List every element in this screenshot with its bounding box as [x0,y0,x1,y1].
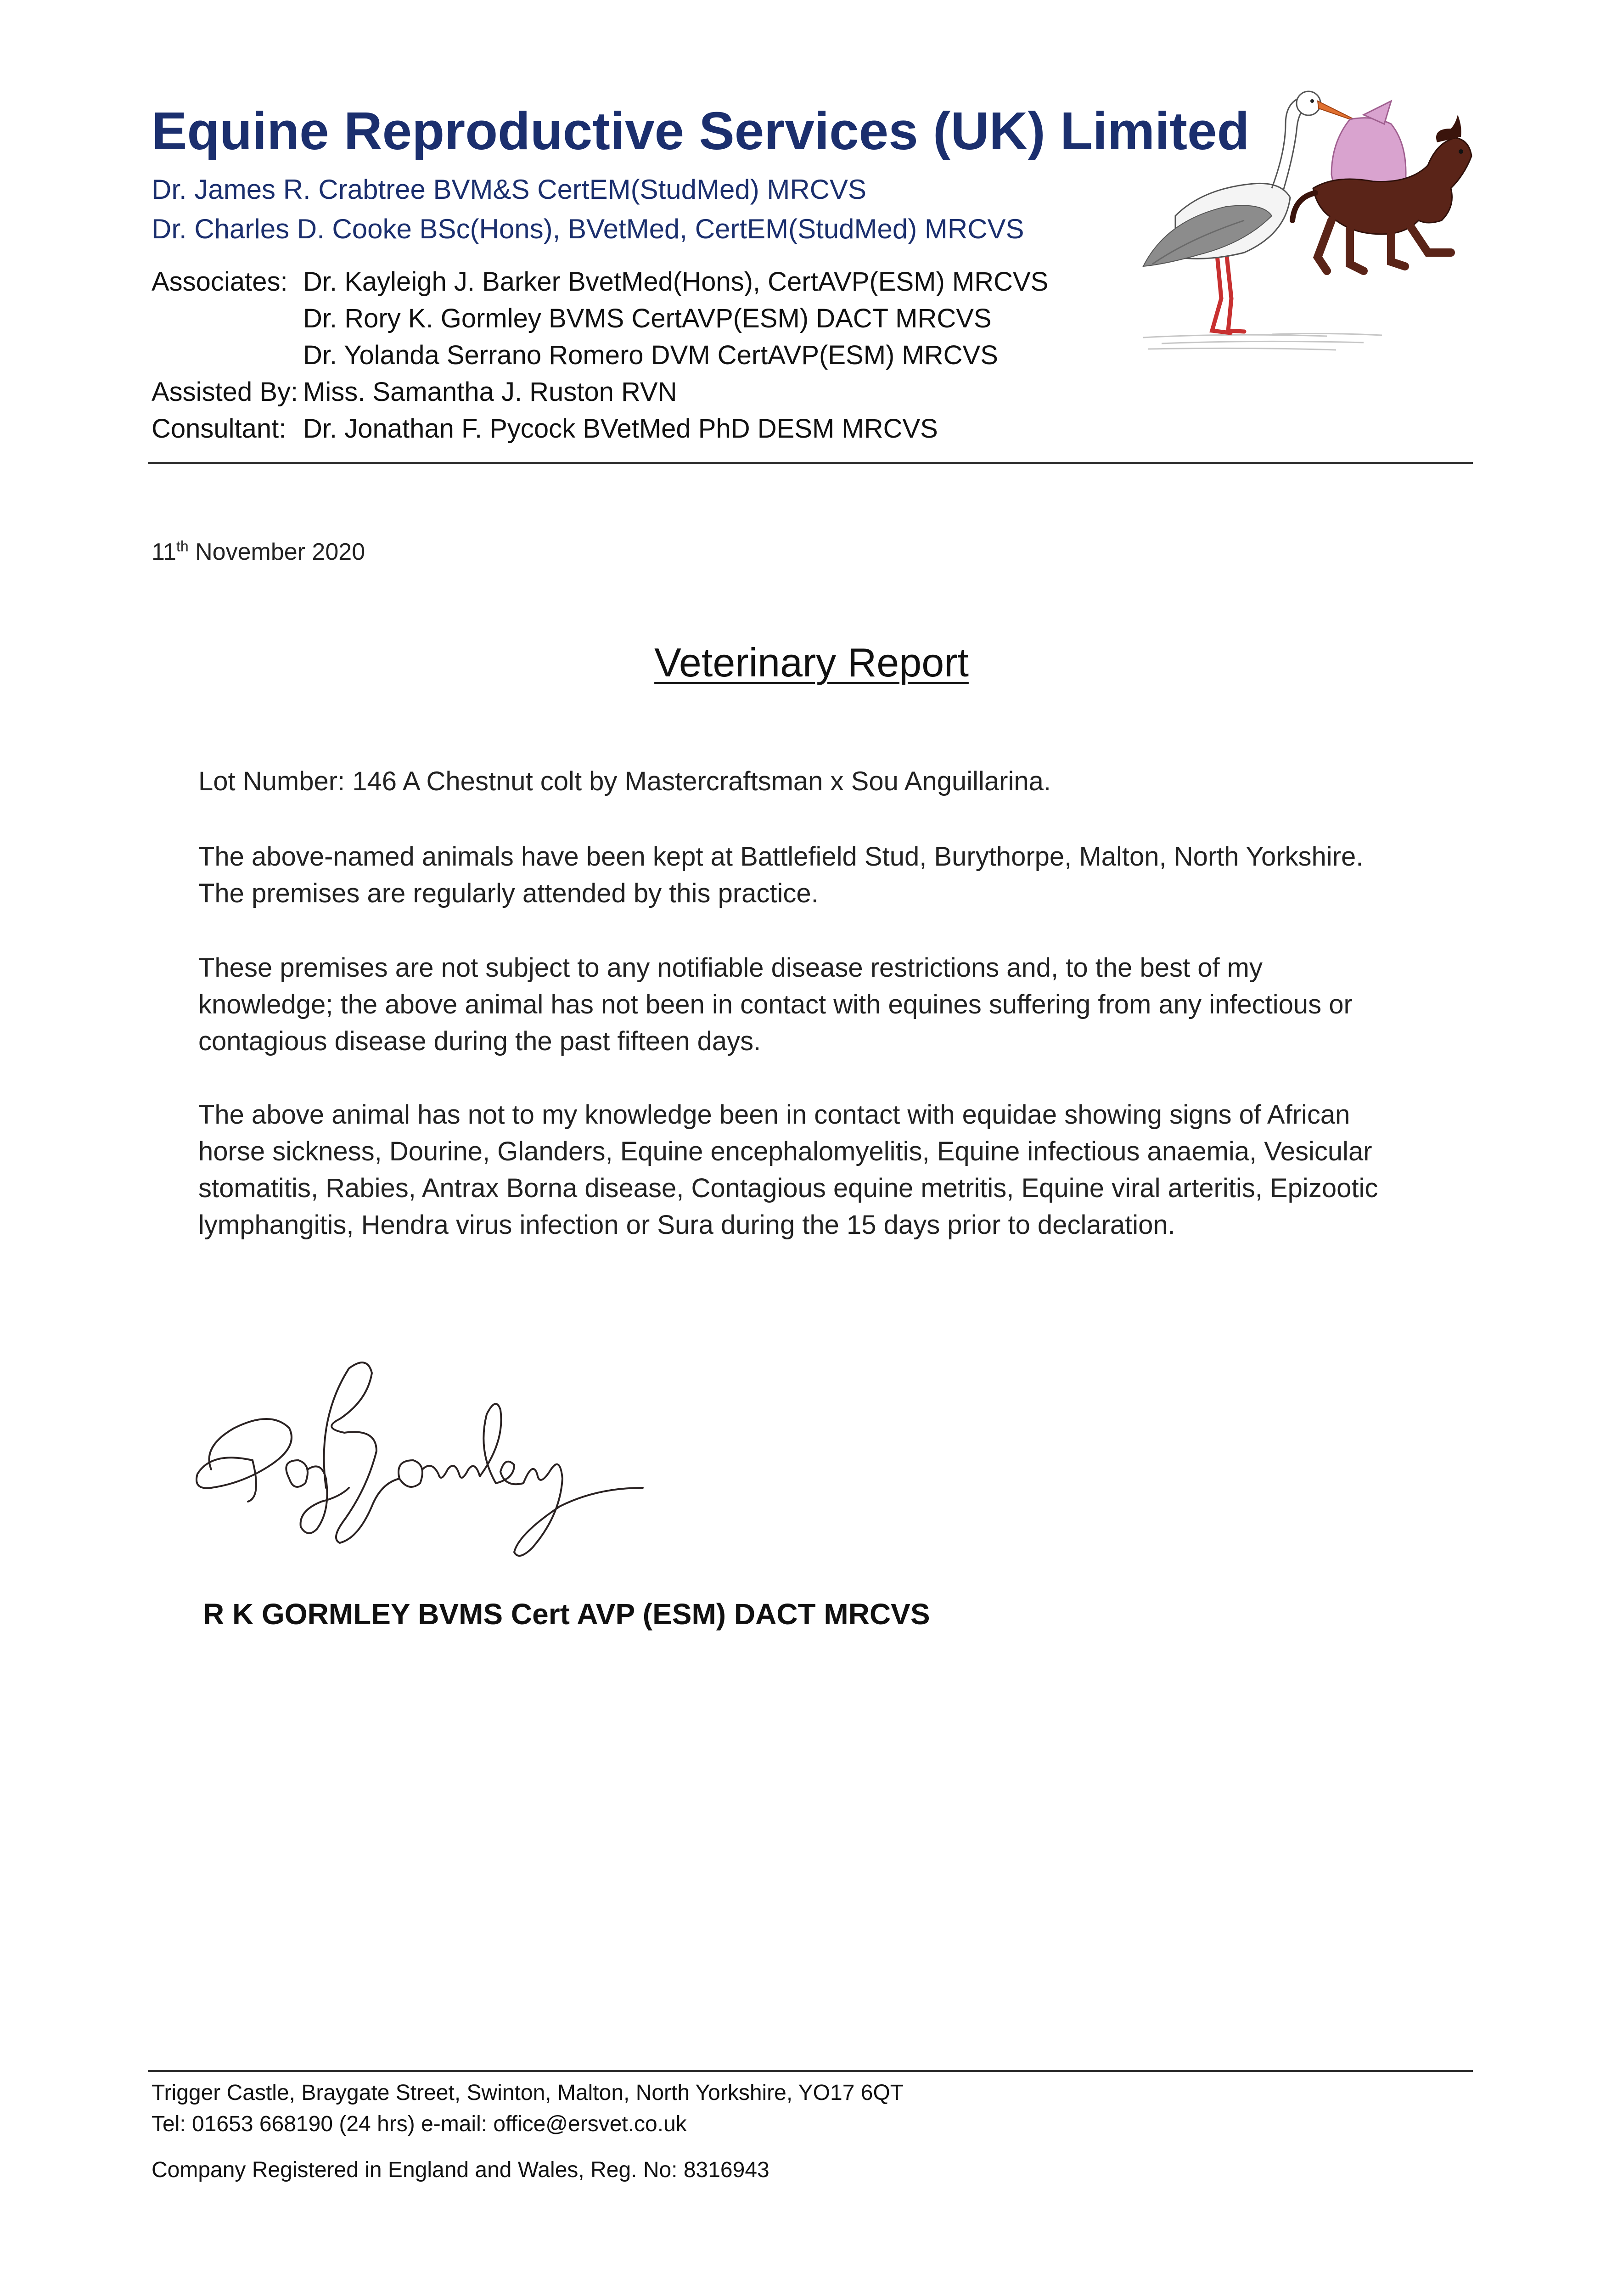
paragraph-line: contagious disease during the past fifteen days. [198,1026,761,1056]
restrictions-paragraph [198,950,1438,1060]
paragraph-line: The above animal has not to my knowledge been in contact with equidae showing signs of African [198,1100,1350,1130]
diseases-paragraph [198,1097,1438,1244]
associates-label: Associates: [152,267,288,297]
paragraph-line: horse sickness, Dourine, Glanders, Equine encephalomyelitis, Equine infectious anaemia, Vesicular [198,1137,1372,1166]
footer-address: Trigger Castle, Braygate Street, Swinton, Malton, North Yorkshire, YO17 6QT [152,2081,904,2105]
date-day: 11 [152,539,176,565]
report-date [152,538,365,566]
consultant-label: Consultant: [152,414,286,444]
associate-name: Dr. Rory K. Gormley BVMS CertAVP(ESM) DACT MRCVS [303,304,992,333]
paragraph-line: lymphangitis, Hendra virus infection or Sura during the 15 days prior to declaration. [198,1210,1175,1240]
assisted-by-row [152,377,677,407]
associates-row [152,266,1048,297]
associate-name: Dr. Yolanda Serrano Romero DVM CertAVP(ESM) MRCVS [303,340,998,370]
date-suffix: th [176,538,189,555]
report-title-text: Veterinary Report [654,640,969,685]
paragraph-line: Lot Number: 146 A Chestnut colt by Mastercraftsman x Sou Anguillarina. [198,766,1051,796]
signatory-name: R K GORMLEY BVMS Cert AVP (ESM) DACT MRCVS [203,1598,930,1631]
partner-line: Dr. Charles D. Cooke BSc(Hons), BVetMed, CertEM(StudMed) MRCVS [152,214,1024,244]
footer-registration: Company Registered in England and Wales, Reg. No: 8316943 [152,2158,769,2182]
stork-carrying-foal-logo-icon [1134,83,1483,358]
date-month-year: November 2020 [188,539,365,565]
company-name: Equine Reproductive Services (UK) Limited [152,101,1250,161]
consultant-row [152,413,938,444]
paragraph-line: knowledge; the above animal has not been in contact with equines suffering from any infectious or [198,990,1353,1019]
assisted-by-name: Miss. Samantha J. Ruston RVN [303,377,677,407]
paragraph-line: These premises are not subject to any notifiable disease restrictions and, to the best of my [198,953,1263,983]
associates-row [152,303,992,334]
handwritten-signature [184,1350,661,1566]
assisted-by-label: Assisted By: [152,377,298,407]
report-title [0,639,1623,686]
header-divider [148,462,1473,464]
footer-contact: Tel: 01653 668190 (24 hrs) e-mail: office@ersvet.co.uk [152,2112,687,2136]
partner-line: Dr. James R. Crabtree BVM&S CertEM(StudMed) MRCVS [152,174,867,205]
paragraph-line: The above-named animals have been kept at Battlefield Stud, Burythorpe, Malton, North Yorkshire. [198,842,1364,872]
premises-paragraph [198,838,1438,912]
paragraph-line: The premises are regularly attended by this practice. [198,878,819,908]
associates-row [152,340,998,371]
consultant-name: Dr. Jonathan F. Pycock BVetMed PhD DESM MRCVS [303,414,938,444]
lot-paragraph [198,763,1438,800]
footer-divider [148,2070,1473,2072]
paragraph-line: stomatitis, Rabies, Antrax Borna disease, Contagious equine metritis, Equine viral arteritis, Epizootic [198,1173,1378,1203]
associate-name: Dr. Kayleigh J. Barker BvetMed(Hons), CertAVP(ESM) MRCVS [303,267,1049,297]
